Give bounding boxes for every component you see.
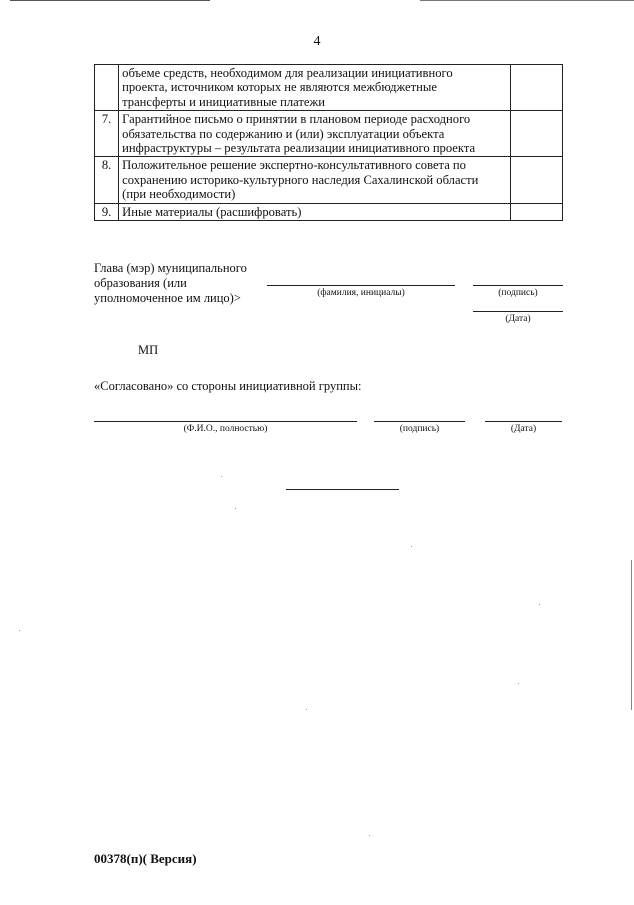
head-label-line: Глава (мэр) муниципального bbox=[94, 261, 247, 275]
row-description-line: обязательства по содержанию и (или) эксплуатации объекта bbox=[122, 126, 445, 141]
row-description-line: сохранению историко-культурного наследия Сахалинской области bbox=[122, 172, 479, 187]
head-signature-caption: (подпись) bbox=[498, 288, 538, 298]
page-number: 4 bbox=[313, 34, 321, 49]
head-date-caption: (Дата) bbox=[505, 314, 531, 324]
row-number: 7. bbox=[95, 111, 119, 157]
head-label-line: уполномоченное им лицо)> bbox=[94, 291, 241, 305]
row-mark-cell[interactable] bbox=[510, 111, 562, 157]
agreed-fio-caption: (Ф.И.О., полностью) bbox=[183, 424, 268, 434]
row-number: 9. bbox=[95, 203, 119, 220]
row-description bbox=[119, 111, 511, 157]
row-description-line: проекта, источником которых не являются межбюджетные bbox=[122, 80, 437, 95]
scan-speck bbox=[306, 709, 307, 710]
documents-table bbox=[94, 64, 563, 221]
row-description-line: (при необходимости) bbox=[122, 187, 236, 202]
row-description bbox=[119, 157, 511, 203]
head-date-line[interactable] bbox=[473, 311, 563, 312]
row-description bbox=[119, 65, 511, 111]
scan-speck bbox=[235, 508, 236, 509]
scan-speck bbox=[369, 835, 370, 836]
stamp-label: МП bbox=[138, 343, 159, 357]
table-row bbox=[95, 65, 563, 111]
table-row bbox=[95, 111, 563, 157]
scan-speck bbox=[518, 683, 519, 684]
row-description bbox=[119, 203, 511, 220]
agreed-signature-line[interactable] bbox=[374, 421, 465, 422]
footer-code: 00378(п)( Версия) bbox=[94, 851, 197, 866]
row-mark-cell[interactable] bbox=[510, 157, 562, 203]
scan-speck bbox=[539, 604, 540, 605]
scan-speck bbox=[411, 546, 412, 547]
head-label-line: образования (или bbox=[94, 276, 187, 290]
agreed-date-line[interactable] bbox=[485, 421, 562, 422]
agreed-signature-caption: (подпись) bbox=[399, 424, 440, 434]
row-description-line: объеме средств, необходимом для реализации инициативного bbox=[122, 66, 453, 80]
agreed-fio-line[interactable] bbox=[94, 421, 357, 422]
row-description-line: инфраструктуры – результата реализации инициативного проекта bbox=[122, 141, 476, 156]
row-description-line: Иные материалы (расшифровать) bbox=[122, 204, 302, 219]
scan-edge-line bbox=[420, 0, 634, 1]
scan-speck bbox=[221, 476, 222, 477]
table-row bbox=[95, 203, 563, 220]
end-separator-line bbox=[286, 489, 399, 490]
row-description-line: Гарантийное письмо о принятии в плановом периоде расходного bbox=[122, 112, 471, 127]
scan-edge-line bbox=[10, 0, 210, 1]
head-name-caption: (фамилия, инициалы) bbox=[317, 288, 405, 298]
row-description-line: трансферты и инициативные платежи bbox=[122, 94, 325, 109]
agreed-heading: «Согласовано» со стороны инициативной группы: bbox=[94, 379, 362, 393]
row-number: 8. bbox=[95, 157, 119, 203]
row-mark-cell[interactable] bbox=[510, 203, 562, 220]
table-row bbox=[95, 157, 563, 203]
row-number bbox=[95, 65, 119, 111]
row-mark-cell[interactable] bbox=[510, 65, 562, 111]
scan-speck bbox=[19, 630, 20, 631]
head-signature-line[interactable] bbox=[473, 285, 563, 286]
scan-edge-line bbox=[631, 560, 632, 710]
row-description-line: Положительное решение экспертно-консультативного совета по bbox=[122, 158, 466, 173]
agreed-date-caption: (Дата) bbox=[510, 424, 537, 434]
head-name-line[interactable] bbox=[267, 285, 455, 286]
